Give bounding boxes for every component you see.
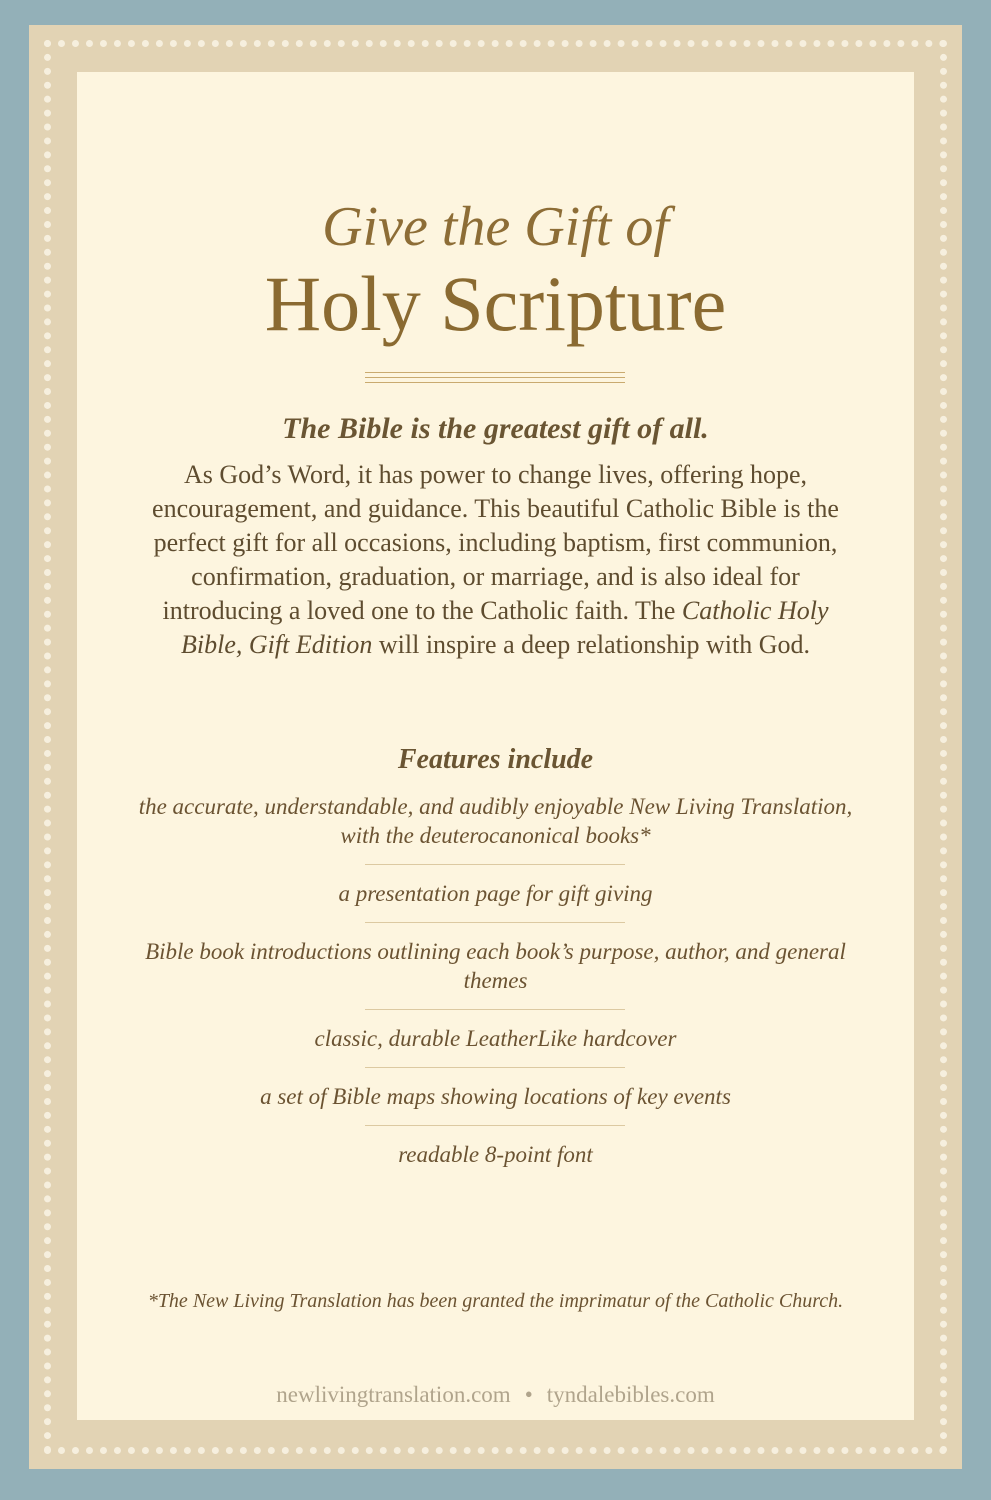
feature-separator [365,1067,625,1068]
feature-separator [365,1009,625,1010]
content-panel [77,72,914,1420]
description-paragraph [137,458,854,662]
title-line-1: Give the Gift of [322,196,669,258]
title-divider-bottom [365,382,625,383]
feature-item: readable 8-point font [398,1142,593,1167]
feature-item: a set of Bible maps showing locations of key events [260,1084,731,1109]
lead-sentence: The Bible is the greatest gift of all. [282,412,709,445]
feature-item: Bible book introductions outlining each book’s purpose, author, and general themes [145,939,846,993]
feature-separator [365,864,625,865]
features-heading: Features include [397,744,594,775]
book-title: Catholic Holy Bible, Gift Edition [181,596,829,659]
description-text-2: will inspire a deep relationship with God. [372,630,810,659]
feature-item: classic, durable LeatherLike hardcover [314,1026,677,1051]
link-tyndalebibles[interactable]: tyndalebibles.com [546,1382,715,1407]
link-newlivingtranslation[interactable]: newlivingtranslation.com [276,1382,511,1407]
feature-separator [365,1125,625,1126]
feature-item: the accurate, understandable, and audibly enjoyable New Living Translation, with the deuterocanonical books* [138,794,853,848]
bullet-separator: • [524,1382,533,1407]
title-line-2: Holy Scripture [264,260,727,347]
website-links [77,1380,914,1410]
feature-separator [365,922,625,923]
footnote: *The New Living Translation has been granted the imprimatur of the Catholic Church. [147,1290,844,1312]
title-divider-middle [365,377,625,378]
title-divider-top [365,372,625,373]
description-text-1: As God’s Word, it has power to change lives, offering hope, encouragement, and guidance. This beautiful Catholic Bible is the perfect gift for all occasions, including baptism, first communion, confirmation, graduation, or marriage, and is also ideal for introducing a loved one to the Catholic faith. The [152,460,839,625]
feature-item: a presentation page for gift giving [338,881,653,906]
